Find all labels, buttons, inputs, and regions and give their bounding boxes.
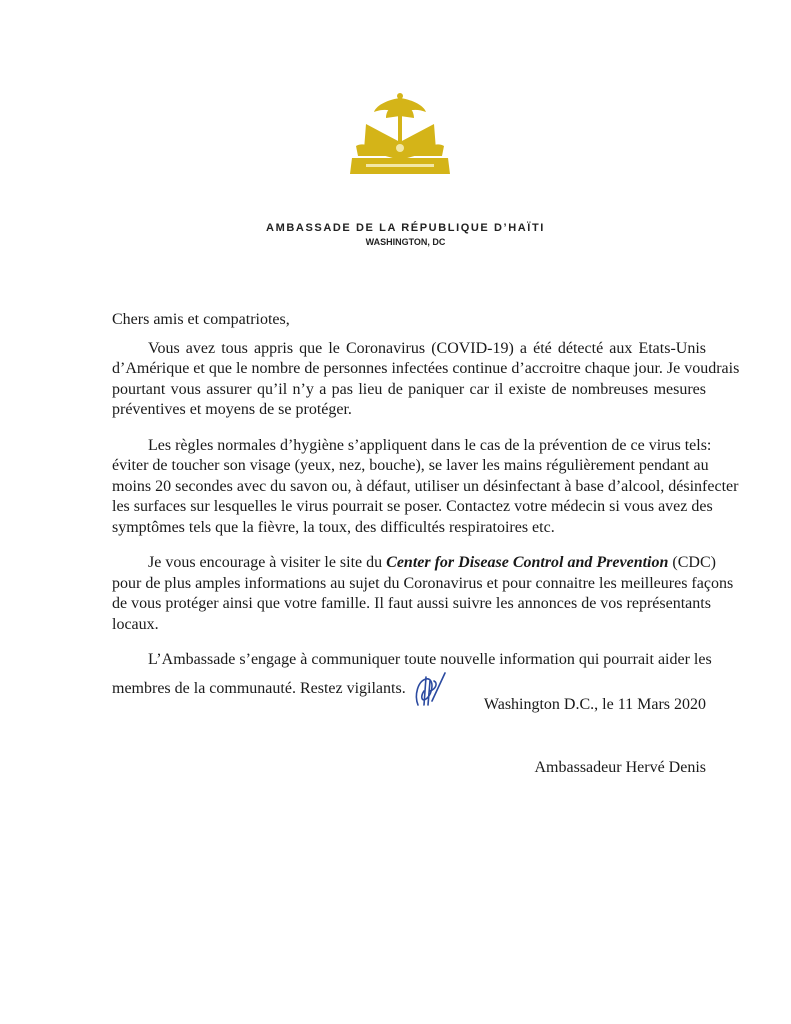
- text-line: de vous protéger ainsi que votre famille. Il faut aussi suivre les annonces de vos représentants: [112, 595, 711, 612]
- text-line: pourtant vous assurer qu’il n’y a pas lieu de paniquer car il existe de nombreuses mesures: [112, 380, 706, 398]
- salutation: Chers amis et compatriotes,: [112, 311, 290, 328]
- text-segment: membres de la communauté. Restez vigilants.: [112, 679, 406, 697]
- text-line: locaux.: [112, 615, 159, 633]
- initials-signature: [412, 671, 446, 707]
- text-segment: (CDC): [668, 554, 716, 571]
- paragraph-2: [112, 436, 739, 539]
- text-line: les surfaces sur lesquelles le virus pourrait se poser. Contactez votre médecin si vous avez des: [112, 498, 713, 515]
- text-line: L’Ambassade s’engage à communiquer toute nouvelle information qui pourrait aider les: [148, 651, 712, 668]
- text-line: [112, 553, 716, 574]
- text-line: Vous avez tous appris que le Coronavirus (COVID-19) a été détecté aux Etats-Unis: [148, 339, 706, 357]
- embassy-name: AMBASSADE DE LA RÉPUBLIQUE D’HAÏTI: [266, 222, 545, 234]
- letter-body: [112, 310, 740, 722]
- text-line: moins 20 secondes avec du savon ou, à défaut, utiliser un désinfectant à base d’alcool, désinfecter: [112, 477, 739, 495]
- text-segment: Je vous encourage à visiter le site du: [148, 554, 387, 571]
- coat-of-arms-emblem: [346, 90, 454, 180]
- text-line: symptômes tels que la fièvre, la toux, des difficultés respiratoires etc.: [112, 518, 555, 536]
- text-line: d’Amérique et que le nombre de personnes infectées continue d’accroitre chaque jour. Je voudrais: [112, 360, 740, 377]
- signer-name: Ambassadeur Hervé Denis: [534, 759, 706, 776]
- text-line: pour de plus amples informations au sujet du Coronavirus et pour connaitre les meilleures façons: [112, 574, 734, 592]
- paragraph-3: [112, 553, 734, 635]
- text-line: Les règles normales d’hygiène s’appliquent dans le cas de la prévention de ce virus tels:: [148, 436, 712, 454]
- embassy-city: WASHINGTON, DC: [365, 237, 446, 247]
- letter-date: Washington D.C., le 11 Mars 2020: [483, 696, 706, 713]
- paragraph-1: [112, 339, 740, 421]
- text-line: préventives et moyens de se protéger.: [112, 401, 352, 418]
- text-line: éviter de toucher son visage (yeux, nez, bouche), se laver les mains régulièrement pendant au: [112, 457, 709, 474]
- cdc-name: Center for Disease Control and Prevention: [386, 554, 669, 571]
